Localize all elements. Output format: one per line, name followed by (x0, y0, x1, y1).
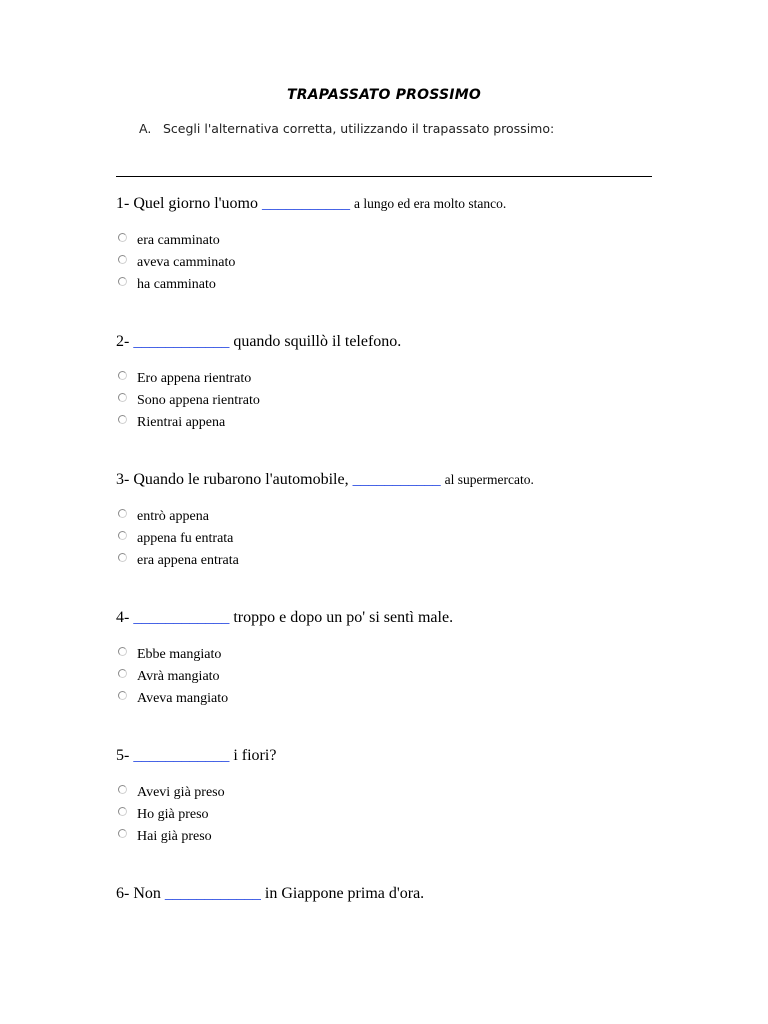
question-3-blank: ___________ (352, 471, 441, 488)
question-3-number: 3- (116, 471, 130, 488)
question-4-after: troppo e dopo un po' si sentì male. (233, 609, 454, 626)
question-4-number: 4- (116, 609, 130, 626)
question-5-after: i fiori? (233, 747, 277, 764)
instruction-letter: A. (139, 121, 152, 136)
question-2-number: 2- (116, 333, 130, 350)
option-label: Ebbe mangiato (137, 647, 222, 662)
option-label: ha camminato (137, 277, 216, 292)
question-1 (116, 193, 506, 296)
question-4 (116, 607, 453, 710)
radio-button[interactable] (118, 393, 127, 402)
radio-button[interactable] (118, 669, 127, 678)
radio-button[interactable] (118, 255, 127, 264)
question-1-text (116, 193, 506, 215)
option-label: Ho già preso (137, 807, 209, 822)
question-1-number: 1- (116, 195, 130, 212)
question-5-option-1[interactable] (116, 782, 276, 804)
option-label: Rientrai appena (137, 415, 226, 430)
question-2-option-3[interactable] (116, 412, 401, 434)
radio-button[interactable] (118, 691, 127, 700)
question-3-option-3[interactable] (116, 550, 534, 572)
option-label: Ero appena rientrato (137, 371, 252, 386)
question-4-option-1[interactable] (116, 644, 453, 666)
question-4-text (116, 607, 453, 629)
question-1-blank: ___________ (261, 195, 350, 212)
divider (116, 176, 652, 177)
question-2-blank: ____________ (133, 333, 230, 350)
question-3-after: al supermercato. (444, 472, 534, 487)
question-2-after: quando squillò il telefono. (233, 333, 402, 350)
option-label: Avrà mangiato (137, 669, 220, 684)
option-label: aveva camminato (137, 255, 236, 270)
question-2 (116, 331, 401, 434)
question-4-options (116, 644, 453, 710)
option-label: era camminato (137, 233, 220, 248)
question-3-before: Quando le rubarono l'automobile, (133, 471, 349, 488)
question-1-before: Quel giorno l'uomo (133, 195, 258, 212)
question-2-options (116, 368, 401, 434)
question-4-option-2[interactable] (116, 666, 453, 688)
question-5 (116, 745, 276, 848)
radio-button[interactable] (118, 233, 127, 242)
question-2-option-2[interactable] (116, 390, 401, 412)
question-5-options (116, 782, 276, 848)
question-2-text (116, 331, 401, 353)
option-label: entrò appena (137, 509, 209, 524)
instruction-text: Scegli l'alternativa corretta, utilizzando il trapassato prossimo: (163, 121, 555, 136)
question-6-text (116, 883, 424, 905)
instruction (139, 121, 554, 136)
question-6 (116, 883, 424, 905)
question-5-option-2[interactable] (116, 804, 276, 826)
question-5-blank: ____________ (133, 747, 230, 764)
question-1-options (116, 230, 506, 296)
radio-button[interactable] (118, 829, 127, 838)
radio-button[interactable] (118, 415, 127, 424)
option-label: Sono appena rientrato (137, 393, 260, 408)
radio-button[interactable] (118, 531, 127, 540)
question-3-option-2[interactable] (116, 528, 534, 550)
question-6-blank: ____________ (164, 885, 261, 902)
radio-button[interactable] (118, 807, 127, 816)
question-3-text (116, 469, 534, 491)
radio-button[interactable] (118, 647, 127, 656)
option-label: Avevi già preso (137, 785, 225, 800)
radio-button[interactable] (118, 371, 127, 380)
question-3 (116, 469, 534, 572)
radio-button[interactable] (118, 277, 127, 286)
option-label: Hai già preso (137, 829, 212, 844)
radio-button[interactable] (118, 785, 127, 794)
question-5-option-3[interactable] (116, 826, 276, 848)
question-1-option-1[interactable] (116, 230, 506, 252)
question-5-text (116, 745, 276, 767)
radio-button[interactable] (118, 553, 127, 562)
question-2-option-1[interactable] (116, 368, 401, 390)
radio-button[interactable] (118, 509, 127, 518)
question-1-option-3[interactable] (116, 274, 506, 296)
question-5-number: 5- (116, 747, 130, 764)
question-4-option-3[interactable] (116, 688, 453, 710)
option-label: era appena entrata (137, 553, 239, 568)
question-6-after: in Giappone prima d'ora. (264, 885, 425, 902)
page-title: TRAPASSATO PROSSIMO (287, 87, 481, 103)
option-label: appena fu entrata (137, 531, 234, 546)
question-3-options (116, 506, 534, 572)
question-6-before: Non (133, 885, 161, 902)
question-4-blank: ____________ (133, 609, 230, 626)
option-label: Aveva mangiato (137, 691, 229, 706)
question-1-after: a lungo ed era molto stanco. (353, 196, 507, 211)
question-1-option-2[interactable] (116, 252, 506, 274)
question-6-number: 6- (116, 885, 130, 902)
question-3-option-1[interactable] (116, 506, 534, 528)
